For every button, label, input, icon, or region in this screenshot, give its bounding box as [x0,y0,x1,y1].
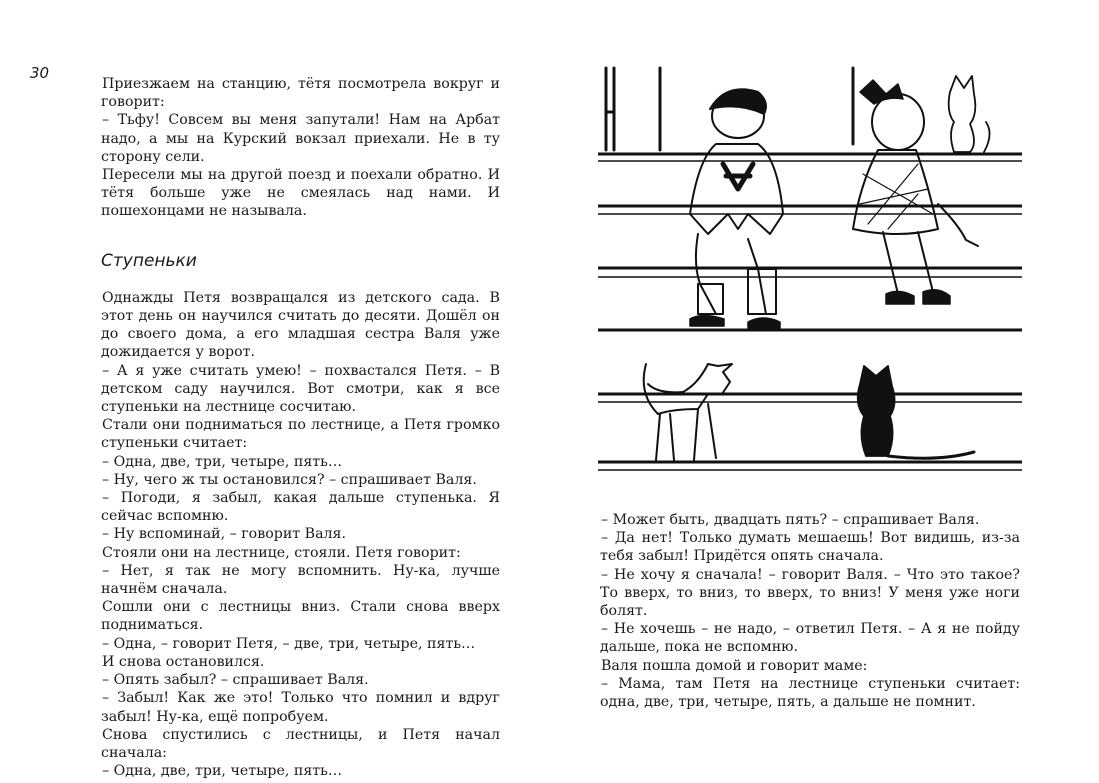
paragraph: – Ну вспоминай, – говорит Валя. [102,526,347,543]
paragraph: – Да нет! Только думать мешаешь! Вот видишь, из-за тебя забыл! Придётся опять сначала. [600,530,1020,565]
paragraph: Валя пошла домой и говорит маме: [601,657,868,674]
paragraph: Приезжаем на станцию, тётя посмотрела вокруг и говорит: [101,76,500,111]
paragraph: – Одна, две, три, четыре, пять… [102,763,343,780]
paragraph: Пересели мы на другой поезд и поехали обратно. И тётя больше уже не смеялась над нами. И пошехонцами не называла. [101,167,500,220]
paragraph: – Не хочу я сначала! – говорит Валя. – Что это такое? То вверх, то вниз, то вверх, то вниз! У меня уже ноги болят. [600,566,1020,620]
paragraph: Однажды Петя возвращался из детского сада. В этот день он научился считать до десяти. Дошёл он до своего дома, а его младшая сестра Валя уже дожидается у ворот. [101,289,500,361]
paragraph: – Одна, – говорит Петя, – две, три, четыре, пять… [102,635,476,652]
paragraph: Сошли они с лестницы вниз. Стали снова вверх подниматься. [101,599,500,634]
paragraph: – Одна, две, три, четыре, пять… [102,453,343,470]
paragraph: – Тьфу! Совсем вы меня запутали! Нам на Арбат надо, а мы на Курский вокзал приехали. Не в ту сторону сели. [101,112,500,165]
page-number: 30 [30,64,50,82]
paragraph: – Ну, чего ж ты остановился? – спрашивает Валя. [102,471,477,488]
children-on-stairs-illustration [598,64,1022,484]
paragraph: – Мама, там Петя на лестнице ступеньки считает: одна, две, три, четыре, пять, а дальше не помнит. [600,675,1020,711]
paragraph: Стали они подниматься по лестнице, а Петя громко ступеньки считает: [101,417,500,452]
paragraph: – Погоди, я забыл, какая дальше ступенька. Я сейчас вспомню. [101,490,500,525]
paragraph: – Не хочешь – не надо, – ответил Петя. – А я не пойду дальше, пока не вспомню. [600,621,1020,656]
paragraph: – Может быть, двадцать пять? – спрашивает Валя. [601,512,980,528]
paragraph: – Нет, я так не могу вспомнить. Ну-ка, лучше начнём сначала. [101,562,500,598]
paragraph: – Забыл! Как же это! Только что помнил и вдруг забыл! Ну-ка, ещё попробуем. [101,690,500,725]
paragraph: И снова остановился. [102,653,265,670]
paragraph: Снова спустились с лестницы, и Петя начал сначала: [101,726,500,761]
paragraph: Стояли они на лестнице, стояли. Петя говорит: [102,544,461,561]
paragraph: – Опять забыл? – спрашивает Валя. [102,672,369,689]
paragraph: – А я уже считать умею! – похвастался Петя. – В детском саду научился. Вот смотри, как я все ступеньки на лестнице сосчитаю. [101,362,500,416]
left-text-column [101,75,500,780]
chapter-heading: Ступеньки [101,250,197,271]
right-text-column [600,511,1020,711]
